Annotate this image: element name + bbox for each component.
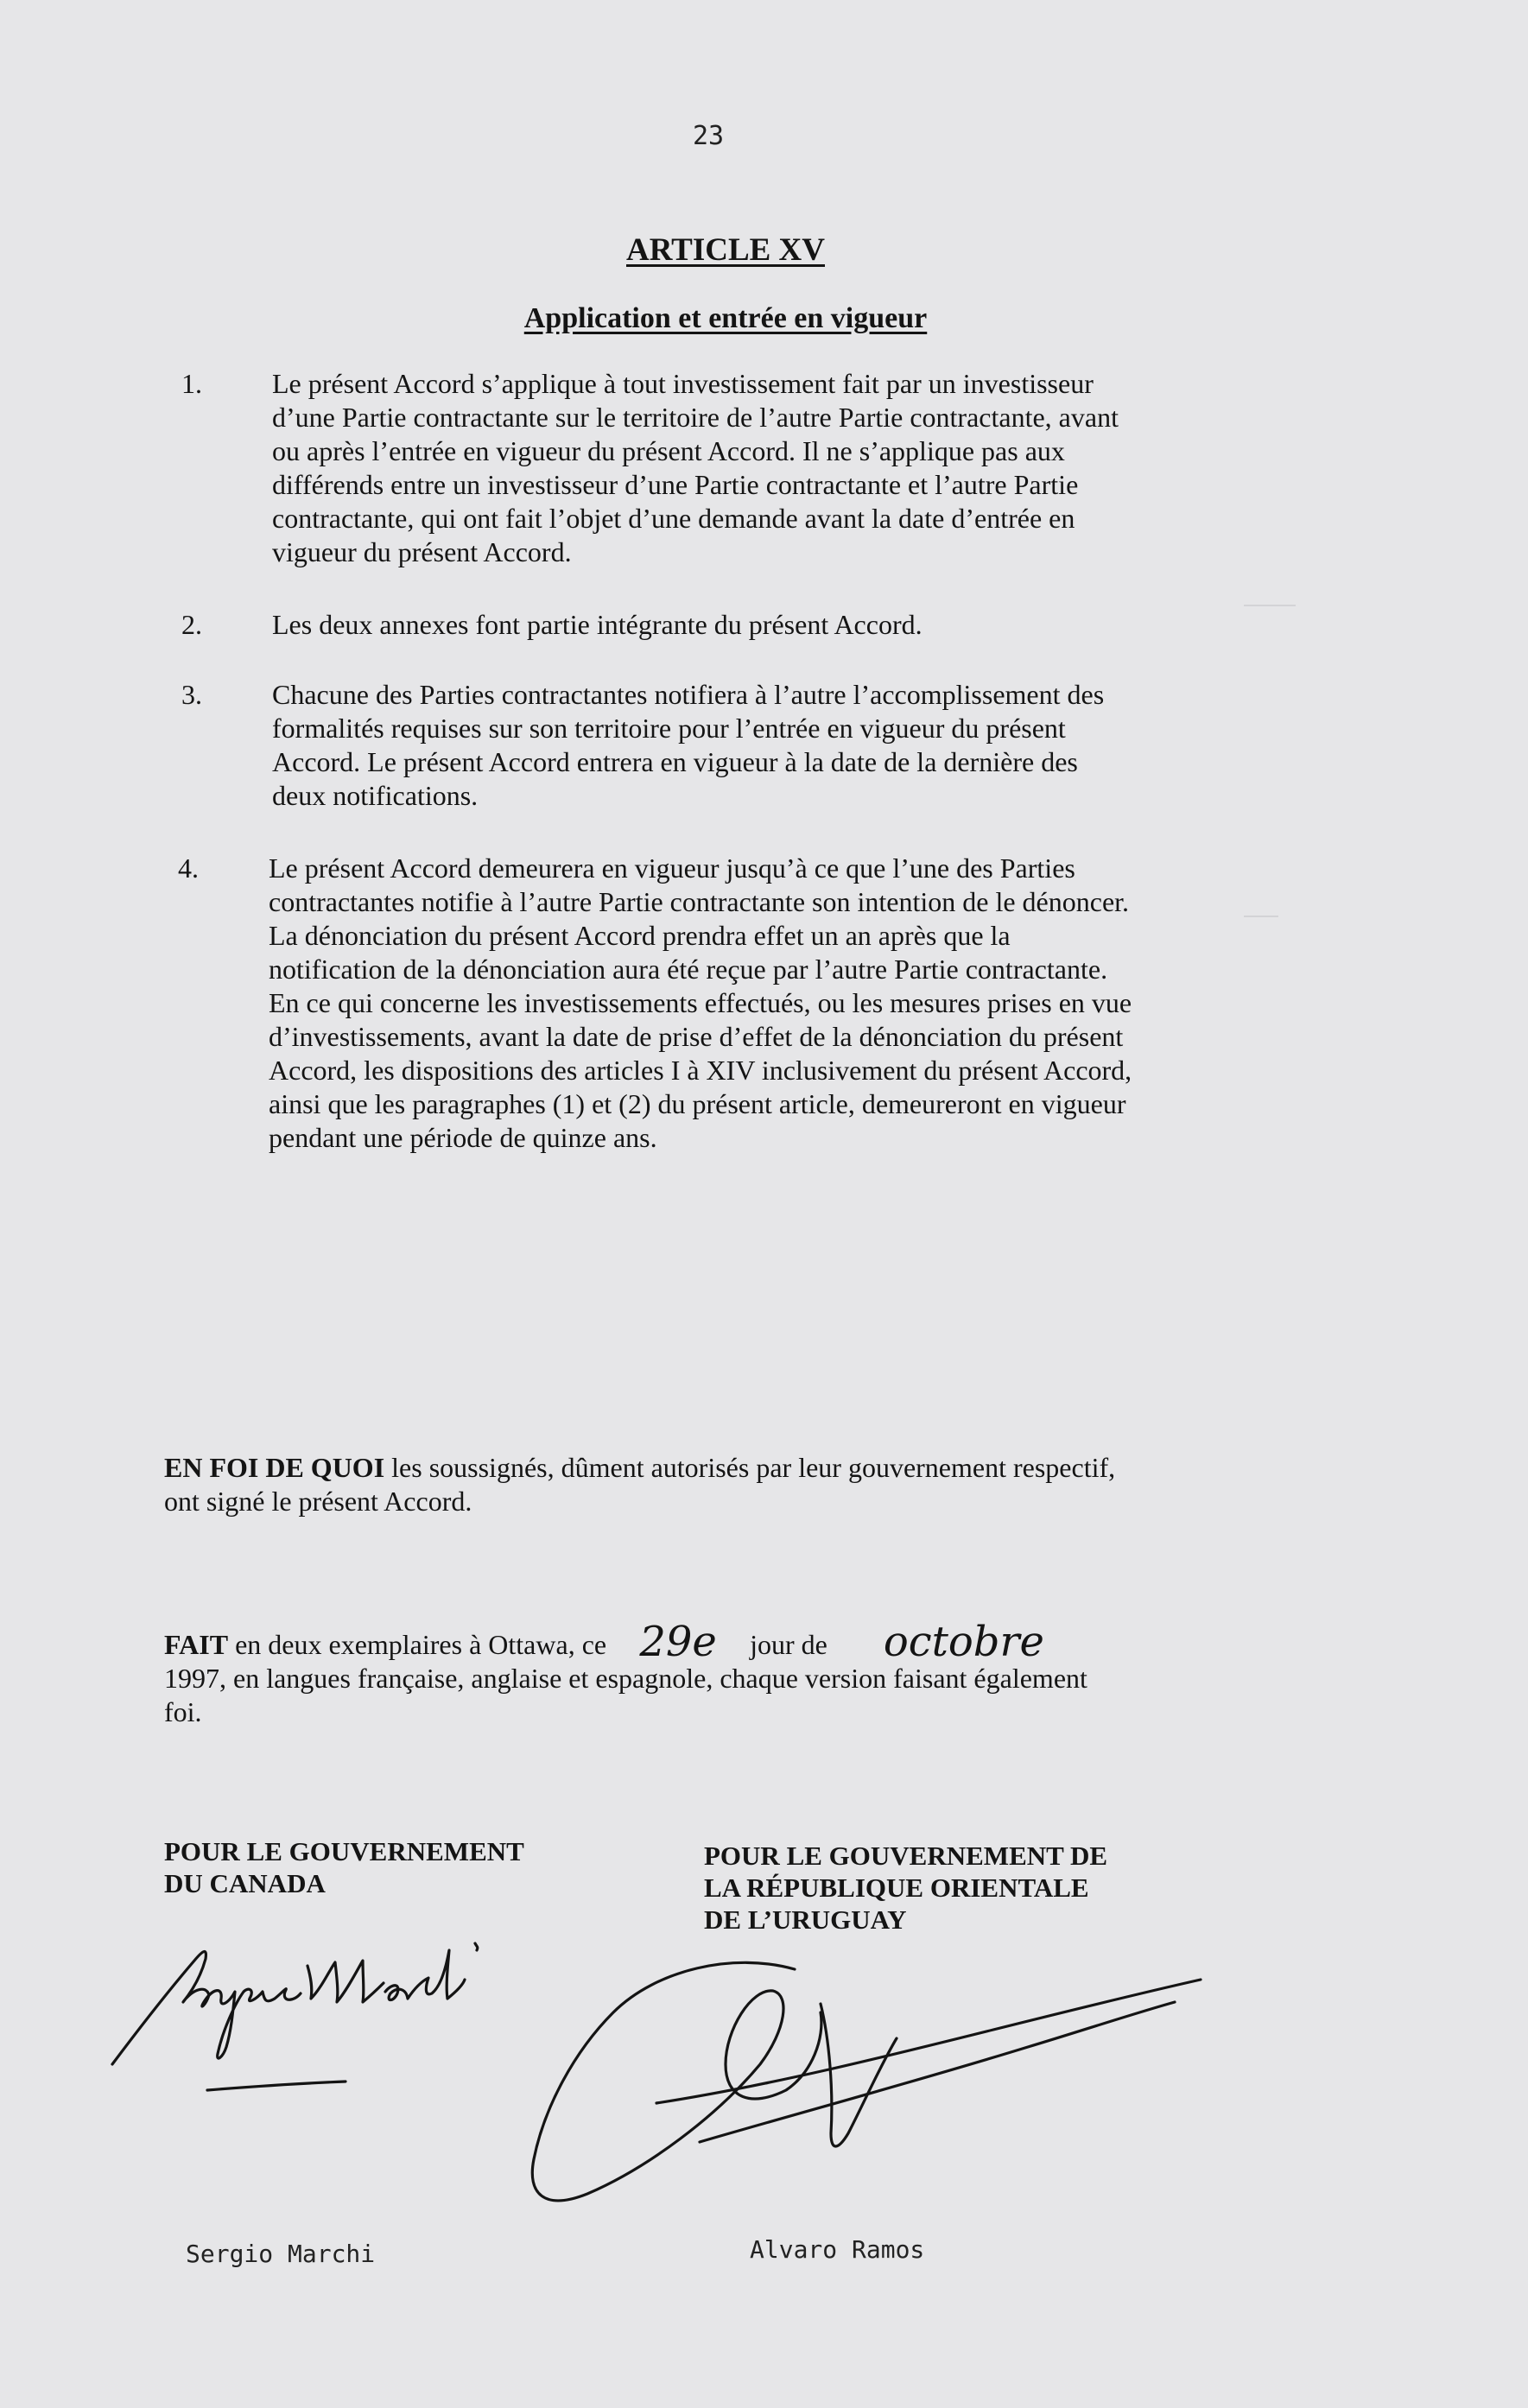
- text-line: contractantes notifie à l’autre Partie contractante son intention de le dénoncer.: [269, 886, 1130, 917]
- text-line: d’une Partie contractante sur le territoire de l’autre Partie contractante, avant: [272, 402, 1119, 433]
- text-line: d’investissements, avant la date de prise d’effet de la dénonciation du présent: [269, 1021, 1124, 1052]
- handwritten-day: [613, 1618, 743, 1666]
- handwritten-day-text: 29e: [639, 1618, 717, 1666]
- signature-alvaro-ramos: [510, 1935, 1227, 2246]
- text-line: Accord. Le présent Accord entrera en vigueur à la date de la dernière des: [272, 746, 1078, 777]
- paragraph-number: 1.: [181, 368, 202, 399]
- paragraph-number: 4.: [178, 852, 199, 884]
- article-heading: ARTICLE XV: [626, 232, 825, 268]
- text-line: ont signé le présent Accord.: [164, 1486, 472, 1517]
- signatory-heading-canada: [164, 1835, 613, 1899]
- witness-text: les soussignés, dûment autorisés par leur gouvernement respectif,: [384, 1452, 1116, 1483]
- text-line: ou après l’entrée en vigueur du présent Accord. Il ne s’applique pas aux: [272, 435, 1065, 466]
- signer-name-right: Alvaro Ramos: [750, 2235, 925, 2264]
- paragraph-number: 2.: [181, 609, 202, 640]
- heading-line: POUR LE GOUVERNEMENT DE: [704, 1841, 1108, 1871]
- handwritten-month: [834, 1618, 1094, 1666]
- bleed-through-mark: [1244, 605, 1296, 606]
- heading-line: DU CANADA: [164, 1868, 326, 1898]
- done-text: jour de: [750, 1629, 827, 1660]
- text-line: [164, 1451, 1252, 1485]
- text-line: Les deux annexes font partie intégrante du présent Accord.: [272, 609, 923, 640]
- text-line: différends entre un investisseur d’une Partie contractante et l’autre Partie: [272, 469, 1079, 500]
- heading-line: POUR LE GOUVERNEMENT: [164, 1836, 524, 1866]
- text-line: Le présent Accord demeurera en vigueur jusqu’à ce que l’une des Parties: [269, 852, 1075, 884]
- text-line: ainsi que les paragraphes (1) et (2) du présent article, demeureront en vigueur: [269, 1088, 1126, 1119]
- handwritten-month-text: octobre: [883, 1618, 1044, 1666]
- paragraph-number: 3.: [181, 679, 202, 710]
- done-text: en deux exemplaires à Ottawa, ce: [228, 1629, 607, 1660]
- text-line: deux notifications.: [272, 780, 479, 811]
- text-line: notification de la dénonciation aura été reçue par l’autre Partie contractante.: [269, 954, 1108, 985]
- text-line: formalités requises sur son territoire pour l’entrée en vigueur du présent: [272, 713, 1066, 744]
- paragraph-text: [269, 852, 1430, 1155]
- text-line: 1997, en langues française, anglaise et espagnole, chaque version faisant également: [164, 1663, 1087, 1694]
- text-line: [164, 1618, 1240, 1666]
- text-line: vigueur du présent Accord.: [272, 536, 572, 567]
- text-line: Le présent Accord s’applique à tout investissement fait par un investisseur: [272, 368, 1094, 399]
- paragraph-text: [272, 678, 1434, 813]
- heading-line: DE L’URUGUAY: [704, 1904, 907, 1935]
- page-number: 23: [692, 121, 725, 151]
- done-lead: FAIT: [164, 1629, 229, 1660]
- witness-clause: [164, 1451, 1252, 1518]
- paragraph-text: [272, 608, 1434, 642]
- execution-clause: [164, 1618, 1240, 1729]
- text-line: La dénonciation du présent Accord prendra effet un an après que la: [269, 920, 1011, 951]
- text-line: Chacune des Parties contractantes notifiera à l’autre l’accomplissement des: [272, 679, 1105, 710]
- signer-name-left: Sergio Marchi: [186, 2240, 376, 2268]
- signatory-heading-uruguay: [704, 1840, 1240, 1936]
- heading-line: LA RÉPUBLIQUE ORIENTALE: [704, 1873, 1089, 1903]
- text-line: Accord, les dispositions des articles I à XIV inclusivement du présent Accord,: [269, 1055, 1132, 1086]
- text-line: foi.: [164, 1696, 202, 1727]
- text-line: En ce qui concerne les investissements effectués, ou les mesures prises en vue: [269, 987, 1132, 1018]
- text-line: pendant une période de quinze ans.: [269, 1122, 657, 1153]
- article-subheading: Application et entrée en vigueur: [523, 302, 928, 334]
- paragraph-text: [272, 367, 1434, 569]
- witness-lead: EN FOI DE QUOI: [164, 1452, 385, 1483]
- text-line: contractante, qui ont fait l’objet d’une demande avant la date d’entrée en: [272, 503, 1075, 534]
